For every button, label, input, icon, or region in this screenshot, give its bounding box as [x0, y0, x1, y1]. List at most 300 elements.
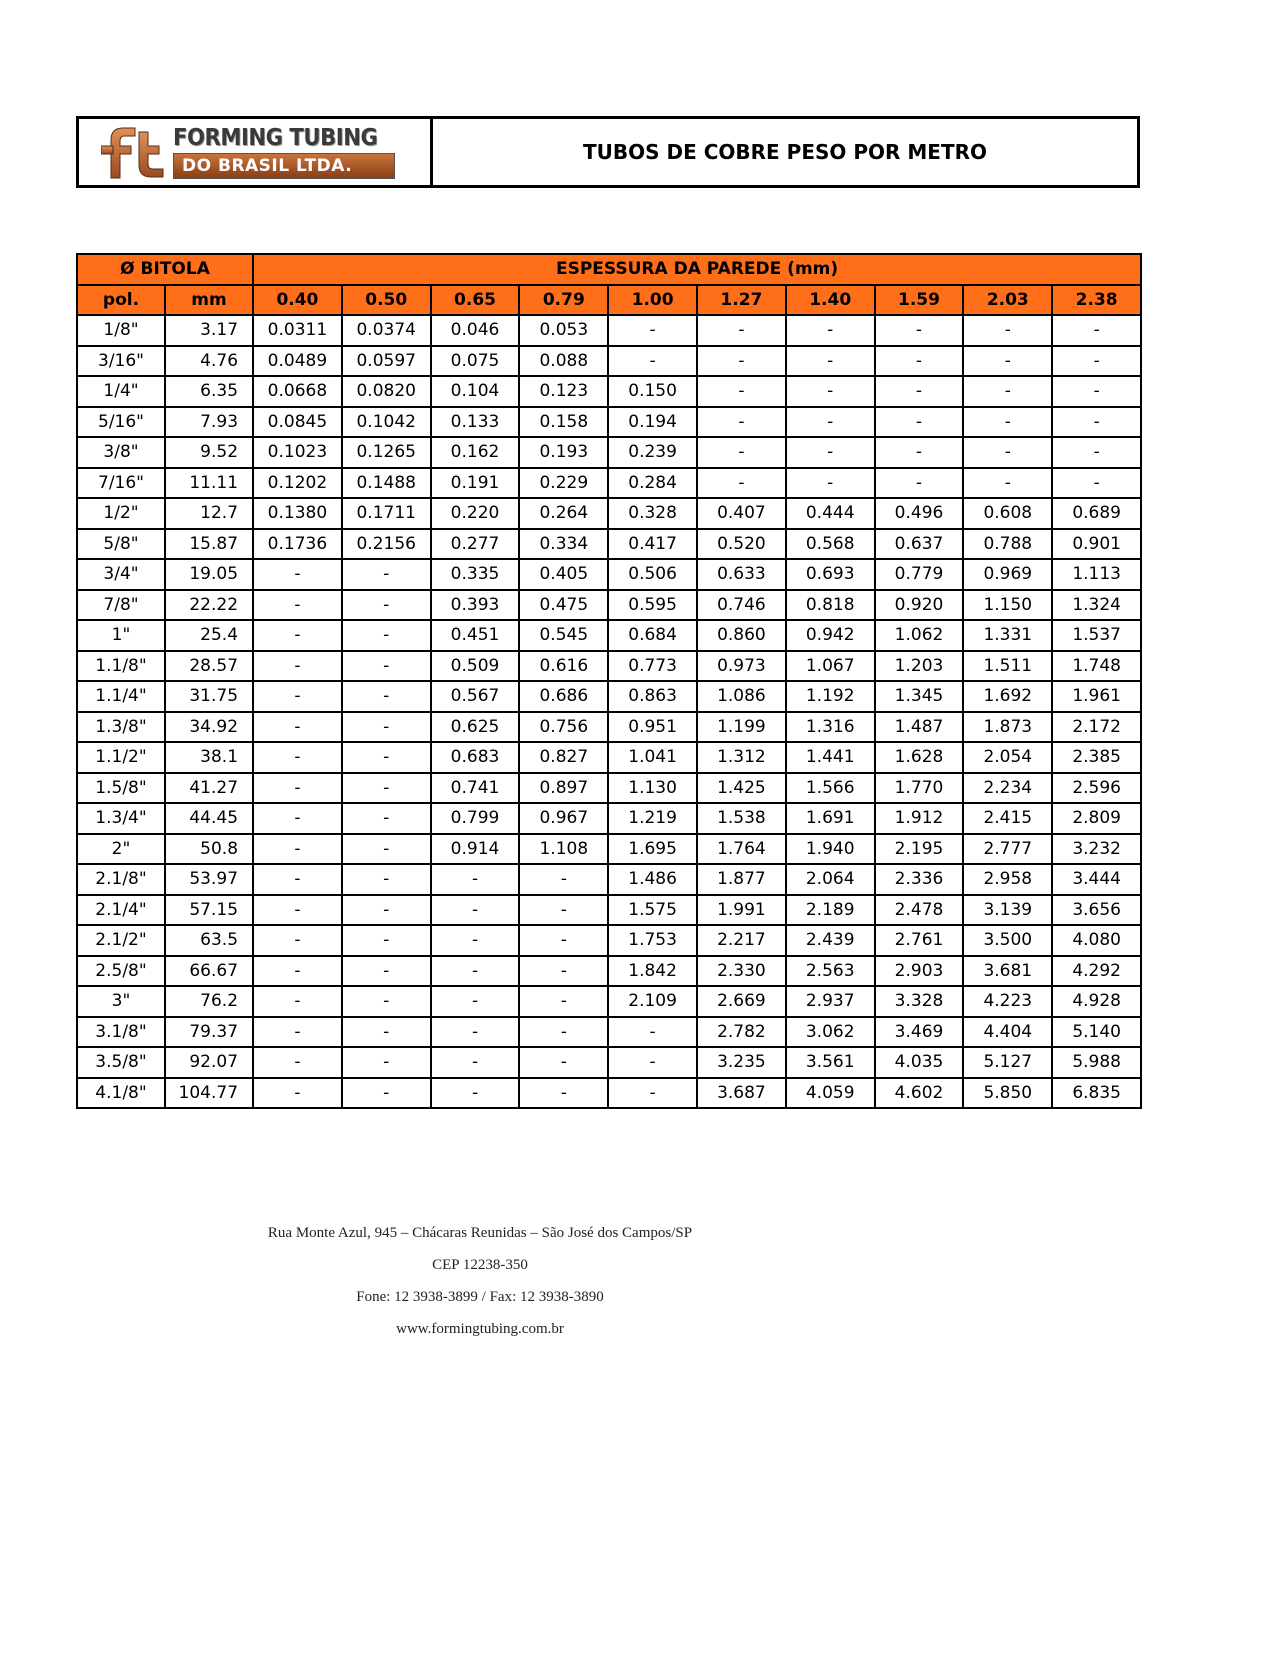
- cell-weight: 0.897: [519, 773, 608, 804]
- cell-weight: 2.385: [1052, 742, 1141, 773]
- table-row: [77, 559, 1141, 590]
- cell-weight: 0.328: [608, 498, 697, 529]
- cell-weight: -: [253, 681, 342, 712]
- cell-weight: 0.104: [431, 376, 520, 407]
- cell-weight: 2.903: [875, 956, 964, 987]
- cell-mm: 66.67: [165, 956, 253, 987]
- cell-weight: 0.746: [697, 590, 786, 621]
- cell-weight: -: [431, 1078, 520, 1109]
- cell-weight: 1.067: [786, 651, 875, 682]
- cell-weight: -: [431, 925, 520, 956]
- cell-weight: -: [431, 864, 520, 895]
- cell-weight: 0.1023: [253, 437, 342, 468]
- cell-weight: -: [963, 346, 1052, 377]
- cell-weight: 4.928: [1052, 986, 1141, 1017]
- cell-pol: 3/4": [77, 559, 165, 590]
- cell-weight: -: [608, 1017, 697, 1048]
- cell-weight: 1.842: [608, 956, 697, 987]
- cell-weight: -: [1052, 468, 1141, 499]
- cell-weight: 0.133: [431, 407, 520, 438]
- cell-weight: 0.567: [431, 681, 520, 712]
- column-header-row: [77, 285, 1141, 316]
- cell-mm: 57.15: [165, 895, 253, 926]
- cell-weight: -: [519, 925, 608, 956]
- logo-text-line1: FORMING TUBING: [173, 125, 378, 151]
- bitola-group-header: Ø BITOLA: [77, 254, 253, 285]
- table-row: [77, 742, 1141, 773]
- cell-weight: 0.545: [519, 620, 608, 651]
- cell-mm: 63.5: [165, 925, 253, 956]
- cell-weight: -: [342, 681, 431, 712]
- cell-mm: 104.77: [165, 1078, 253, 1109]
- cell-mm: 9.52: [165, 437, 253, 468]
- cell-weight: 0.693: [786, 559, 875, 590]
- cell-mm: 92.07: [165, 1047, 253, 1078]
- cell-weight: 1.753: [608, 925, 697, 956]
- cell-weight: -: [431, 1047, 520, 1078]
- cell-pol: 1/8": [77, 315, 165, 346]
- cell-weight: 0.942: [786, 620, 875, 651]
- cell-weight: 1.961: [1052, 681, 1141, 712]
- cell-weight: -: [963, 315, 1052, 346]
- cell-weight: -: [342, 895, 431, 926]
- table-row: [77, 1078, 1141, 1109]
- cell-weight: 0.0311: [253, 315, 342, 346]
- cell-weight: 0.683: [431, 742, 520, 773]
- cell-weight: -: [1052, 437, 1141, 468]
- cell-weight: -: [342, 986, 431, 1017]
- cell-weight: 1.940: [786, 834, 875, 865]
- cell-weight: -: [697, 437, 786, 468]
- cell-weight: 2.777: [963, 834, 1052, 865]
- cell-mm: 44.45: [165, 803, 253, 834]
- cell-weight: 1.345: [875, 681, 964, 712]
- cell-weight: -: [608, 1047, 697, 1078]
- cell-mm: 6.35: [165, 376, 253, 407]
- column-header: mm: [165, 285, 253, 316]
- cell-weight: 0.756: [519, 712, 608, 743]
- cell-weight: -: [342, 1078, 431, 1109]
- column-header: 2.03: [963, 285, 1052, 316]
- cell-weight: -: [697, 468, 786, 499]
- cell-weight: -: [253, 956, 342, 987]
- cell-weight: 3.444: [1052, 864, 1141, 895]
- cell-weight: 0.334: [519, 529, 608, 560]
- cell-weight: 2.669: [697, 986, 786, 1017]
- cell-weight: 3.235: [697, 1047, 786, 1078]
- document-title: TUBOS DE COBRE PESO POR METRO: [583, 140, 987, 164]
- cell-weight: 4.292: [1052, 956, 1141, 987]
- cell-weight: 1.691: [786, 803, 875, 834]
- cell-weight: 0.0845: [253, 407, 342, 438]
- cell-weight: 0.417: [608, 529, 697, 560]
- cell-weight: 1.312: [697, 742, 786, 773]
- cell-weight: 1.486: [608, 864, 697, 895]
- ft-logo-icon: [101, 122, 169, 182]
- cell-weight: 2.336: [875, 864, 964, 895]
- cell-weight: 0.405: [519, 559, 608, 590]
- cell-weight: 3.687: [697, 1078, 786, 1109]
- cell-weight: 1.086: [697, 681, 786, 712]
- cell-pol: 5/8": [77, 529, 165, 560]
- copper-tube-weight-table: [76, 253, 1142, 1109]
- cell-weight: -: [875, 315, 964, 346]
- cell-weight: 0.773: [608, 651, 697, 682]
- cell-weight: -: [253, 803, 342, 834]
- column-header: 2.38: [1052, 285, 1141, 316]
- cell-weight: -: [342, 712, 431, 743]
- cell-mm: 50.8: [165, 834, 253, 865]
- footer-cep: CEP 12238-350: [432, 1257, 528, 1273]
- cell-mm: 25.4: [165, 620, 253, 651]
- table-row: [77, 895, 1141, 926]
- cell-weight: -: [342, 1017, 431, 1048]
- cell-weight: 1.441: [786, 742, 875, 773]
- cell-weight: 0.969: [963, 559, 1052, 590]
- cell-weight: 3.681: [963, 956, 1052, 987]
- cell-pol: 5/16": [77, 407, 165, 438]
- cell-weight: -: [253, 712, 342, 743]
- cell-weight: -: [608, 346, 697, 377]
- cell-weight: 3.500: [963, 925, 1052, 956]
- cell-weight: 0.335: [431, 559, 520, 590]
- column-header: 1.27: [697, 285, 786, 316]
- cell-weight: 0.741: [431, 773, 520, 804]
- cell-pol: 1.1/2": [77, 742, 165, 773]
- cell-weight: -: [519, 986, 608, 1017]
- table-row: [77, 590, 1141, 621]
- cell-weight: 0.625: [431, 712, 520, 743]
- cell-weight: -: [253, 742, 342, 773]
- cell-weight: 1.150: [963, 590, 1052, 621]
- footer-website: www.formingtubing.com.br: [396, 1321, 564, 1337]
- cell-weight: 0.123: [519, 376, 608, 407]
- cell-weight: 0.509: [431, 651, 520, 682]
- cell-weight: 0.860: [697, 620, 786, 651]
- cell-weight: 0.088: [519, 346, 608, 377]
- cell-weight: -: [786, 437, 875, 468]
- table-row: [77, 315, 1141, 346]
- cell-weight: 0.863: [608, 681, 697, 712]
- cell-weight: 1.575: [608, 895, 697, 926]
- cell-weight: 1.487: [875, 712, 964, 743]
- cell-weight: 0.239: [608, 437, 697, 468]
- cell-mm: 53.97: [165, 864, 253, 895]
- cell-weight: -: [342, 1047, 431, 1078]
- cell-weight: 0.0597: [342, 346, 431, 377]
- cell-weight: 3.561: [786, 1047, 875, 1078]
- cell-weight: -: [786, 407, 875, 438]
- cell-weight: 2.782: [697, 1017, 786, 1048]
- cell-weight: 2.761: [875, 925, 964, 956]
- table-row: [77, 437, 1141, 468]
- cell-weight: 5.850: [963, 1078, 1052, 1109]
- cell-weight: 4.602: [875, 1078, 964, 1109]
- cell-weight: 2.217: [697, 925, 786, 956]
- cell-weight: 0.075: [431, 346, 520, 377]
- cell-weight: 0.2156: [342, 529, 431, 560]
- cell-weight: -: [253, 1078, 342, 1109]
- column-header: 0.65: [431, 285, 520, 316]
- cell-weight: -: [342, 620, 431, 651]
- footer-address: Rua Monte Azul, 945 – Chácaras Reunidas – São José dos Campos/SP: [267, 1225, 693, 1241]
- cell-weight: 0.779: [875, 559, 964, 590]
- cell-pol: 2": [77, 834, 165, 865]
- cell-weight: 0.0820: [342, 376, 431, 407]
- cell-mm: 79.37: [165, 1017, 253, 1048]
- table-row: [77, 925, 1141, 956]
- cell-weight: -: [342, 559, 431, 590]
- table-row: [77, 1017, 1141, 1048]
- logo-text-line2: DO BRASIL LTDA.: [173, 153, 395, 179]
- cell-weight: 1.748: [1052, 651, 1141, 682]
- cell-pol: 7/8": [77, 590, 165, 621]
- cell-weight: -: [253, 834, 342, 865]
- cell-weight: 0.264: [519, 498, 608, 529]
- cell-weight: 0.818: [786, 590, 875, 621]
- cell-mm: 11.11: [165, 468, 253, 499]
- cell-weight: -: [253, 620, 342, 651]
- table-row: [77, 1047, 1141, 1078]
- cell-weight: 4.404: [963, 1017, 1052, 1048]
- cell-weight: 1.062: [875, 620, 964, 651]
- column-header: 1.40: [786, 285, 875, 316]
- cell-weight: 2.958: [963, 864, 1052, 895]
- cell-weight: 0.689: [1052, 498, 1141, 529]
- cell-weight: -: [519, 1047, 608, 1078]
- cell-weight: 0.475: [519, 590, 608, 621]
- cell-weight: -: [786, 376, 875, 407]
- cell-weight: 3.139: [963, 895, 1052, 926]
- cell-weight: 1.316: [786, 712, 875, 743]
- cell-weight: -: [253, 651, 342, 682]
- cell-pol: 1/2": [77, 498, 165, 529]
- cell-pol: 7/16": [77, 468, 165, 499]
- cell-weight: 3.469: [875, 1017, 964, 1048]
- cell-weight: 1.108: [519, 834, 608, 865]
- cell-weight: 0.1265: [342, 437, 431, 468]
- cell-weight: 1.537: [1052, 620, 1141, 651]
- cell-weight: -: [786, 315, 875, 346]
- logo-cell: [79, 119, 433, 185]
- cell-weight: 0.1711: [342, 498, 431, 529]
- cell-weight: -: [608, 315, 697, 346]
- cell-weight: 0.827: [519, 742, 608, 773]
- cell-weight: 0.046: [431, 315, 520, 346]
- cell-pol: 2.5/8": [77, 956, 165, 987]
- cell-weight: -: [519, 956, 608, 987]
- footer-phone: Fone: 12 3938-3899 / Fax: 12 3938-3890: [356, 1289, 604, 1305]
- cell-pol: 4.1/8": [77, 1078, 165, 1109]
- cell-weight: 1.203: [875, 651, 964, 682]
- cell-weight: 0.194: [608, 407, 697, 438]
- cell-weight: 3.328: [875, 986, 964, 1017]
- cell-weight: 0.637: [875, 529, 964, 560]
- cell-pol: 1/4": [77, 376, 165, 407]
- cell-mm: 28.57: [165, 651, 253, 682]
- cell-pol: 1.3/8": [77, 712, 165, 743]
- group-header-row: [77, 254, 1141, 285]
- table-row: [77, 407, 1141, 438]
- cell-weight: -: [253, 590, 342, 621]
- cell-weight: 2.809: [1052, 803, 1141, 834]
- cell-weight: 1.692: [963, 681, 1052, 712]
- cell-weight: -: [342, 742, 431, 773]
- cell-weight: 0.967: [519, 803, 608, 834]
- column-header: 1.00: [608, 285, 697, 316]
- cell-weight: -: [253, 1047, 342, 1078]
- table-row: [77, 498, 1141, 529]
- cell-weight: -: [342, 956, 431, 987]
- column-header: 0.40: [253, 285, 342, 316]
- column-header: 0.50: [342, 285, 431, 316]
- cell-weight: -: [253, 925, 342, 956]
- cell-weight: 1.041: [608, 742, 697, 773]
- cell-weight: 6.835: [1052, 1078, 1141, 1109]
- cell-weight: -: [342, 864, 431, 895]
- cell-weight: 2.064: [786, 864, 875, 895]
- cell-weight: 0.686: [519, 681, 608, 712]
- cell-weight: -: [963, 437, 1052, 468]
- cell-weight: 1.912: [875, 803, 964, 834]
- cell-weight: -: [697, 407, 786, 438]
- cell-weight: 0.407: [697, 498, 786, 529]
- cell-weight: 0.496: [875, 498, 964, 529]
- cell-weight: 1.192: [786, 681, 875, 712]
- cell-weight: 2.596: [1052, 773, 1141, 804]
- cell-weight: -: [875, 376, 964, 407]
- cell-pol: 1": [77, 620, 165, 651]
- cell-weight: 0.901: [1052, 529, 1141, 560]
- document-header: [76, 116, 1140, 188]
- cell-weight: 0.0489: [253, 346, 342, 377]
- cell-weight: -: [608, 1078, 697, 1109]
- cell-weight: 4.223: [963, 986, 1052, 1017]
- cell-weight: 1.770: [875, 773, 964, 804]
- cell-weight: 0.451: [431, 620, 520, 651]
- cell-weight: -: [697, 346, 786, 377]
- cell-weight: 2.478: [875, 895, 964, 926]
- cell-mm: 7.93: [165, 407, 253, 438]
- table-row: [77, 803, 1141, 834]
- cell-weight: -: [519, 864, 608, 895]
- cell-weight: -: [342, 590, 431, 621]
- cell-weight: 0.595: [608, 590, 697, 621]
- table-row: [77, 346, 1141, 377]
- cell-weight: -: [963, 407, 1052, 438]
- cell-weight: 4.080: [1052, 925, 1141, 956]
- table-row: [77, 773, 1141, 804]
- cell-mm: 31.75: [165, 681, 253, 712]
- cell-weight: 5.988: [1052, 1047, 1141, 1078]
- cell-weight: 0.0374: [342, 315, 431, 346]
- cell-weight: 3.656: [1052, 895, 1141, 926]
- cell-weight: 0.633: [697, 559, 786, 590]
- cell-weight: 0.0668: [253, 376, 342, 407]
- cell-weight: 4.059: [786, 1078, 875, 1109]
- cell-weight: 0.799: [431, 803, 520, 834]
- company-logo: [101, 122, 395, 182]
- column-header: 1.59: [875, 285, 964, 316]
- cell-weight: 0.1380: [253, 498, 342, 529]
- cell-weight: 0.444: [786, 498, 875, 529]
- cell-weight: 1.695: [608, 834, 697, 865]
- cell-weight: 2.109: [608, 986, 697, 1017]
- cell-weight: 0.1488: [342, 468, 431, 499]
- table-row: [77, 529, 1141, 560]
- cell-mm: 41.27: [165, 773, 253, 804]
- cell-weight: -: [342, 925, 431, 956]
- cell-weight: 1.199: [697, 712, 786, 743]
- cell-weight: -: [253, 773, 342, 804]
- cell-weight: 0.1042: [342, 407, 431, 438]
- cell-weight: 3.232: [1052, 834, 1141, 865]
- cell-weight: -: [342, 773, 431, 804]
- column-header: pol.: [77, 285, 165, 316]
- cell-pol: 3/16": [77, 346, 165, 377]
- cell-weight: -: [875, 407, 964, 438]
- cell-weight: -: [875, 437, 964, 468]
- cell-weight: -: [431, 956, 520, 987]
- cell-weight: 0.616: [519, 651, 608, 682]
- cell-weight: 2.054: [963, 742, 1052, 773]
- cell-weight: 0.284: [608, 468, 697, 499]
- cell-weight: -: [342, 803, 431, 834]
- cell-weight: 0.229: [519, 468, 608, 499]
- cell-weight: 1.219: [608, 803, 697, 834]
- table-row: [77, 956, 1141, 987]
- table-row: [77, 651, 1141, 682]
- cell-mm: 38.1: [165, 742, 253, 773]
- cell-weight: -: [1052, 376, 1141, 407]
- cell-mm: 76.2: [165, 986, 253, 1017]
- cell-weight: 0.220: [431, 498, 520, 529]
- cell-weight: 1.538: [697, 803, 786, 834]
- cell-weight: 2.937: [786, 986, 875, 1017]
- cell-weight: -: [431, 895, 520, 926]
- cell-weight: 0.1736: [253, 529, 342, 560]
- cell-weight: 2.189: [786, 895, 875, 926]
- cell-weight: -: [786, 468, 875, 499]
- cell-weight: 1.873: [963, 712, 1052, 743]
- cell-weight: 1.324: [1052, 590, 1141, 621]
- cell-weight: 2.439: [786, 925, 875, 956]
- cell-weight: -: [253, 986, 342, 1017]
- cell-weight: 2.234: [963, 773, 1052, 804]
- cell-weight: 0.162: [431, 437, 520, 468]
- cell-weight: -: [431, 986, 520, 1017]
- cell-weight: -: [519, 895, 608, 926]
- cell-pol: 2.1/4": [77, 895, 165, 926]
- cell-weight: 0.158: [519, 407, 608, 438]
- cell-pol: 1.1/8": [77, 651, 165, 682]
- cell-pol: 2.1/8": [77, 864, 165, 895]
- cell-weight: 0.608: [963, 498, 1052, 529]
- cell-weight: -: [697, 376, 786, 407]
- cell-weight: 3.062: [786, 1017, 875, 1048]
- cell-weight: -: [253, 864, 342, 895]
- cell-pol: 2.1/2": [77, 925, 165, 956]
- table-row: [77, 681, 1141, 712]
- cell-mm: 15.87: [165, 529, 253, 560]
- cell-weight: -: [786, 346, 875, 377]
- cell-weight: 1.628: [875, 742, 964, 773]
- cell-mm: 4.76: [165, 346, 253, 377]
- cell-weight: 2.172: [1052, 712, 1141, 743]
- cell-weight: -: [1052, 407, 1141, 438]
- cell-mm: 19.05: [165, 559, 253, 590]
- table-row: [77, 376, 1141, 407]
